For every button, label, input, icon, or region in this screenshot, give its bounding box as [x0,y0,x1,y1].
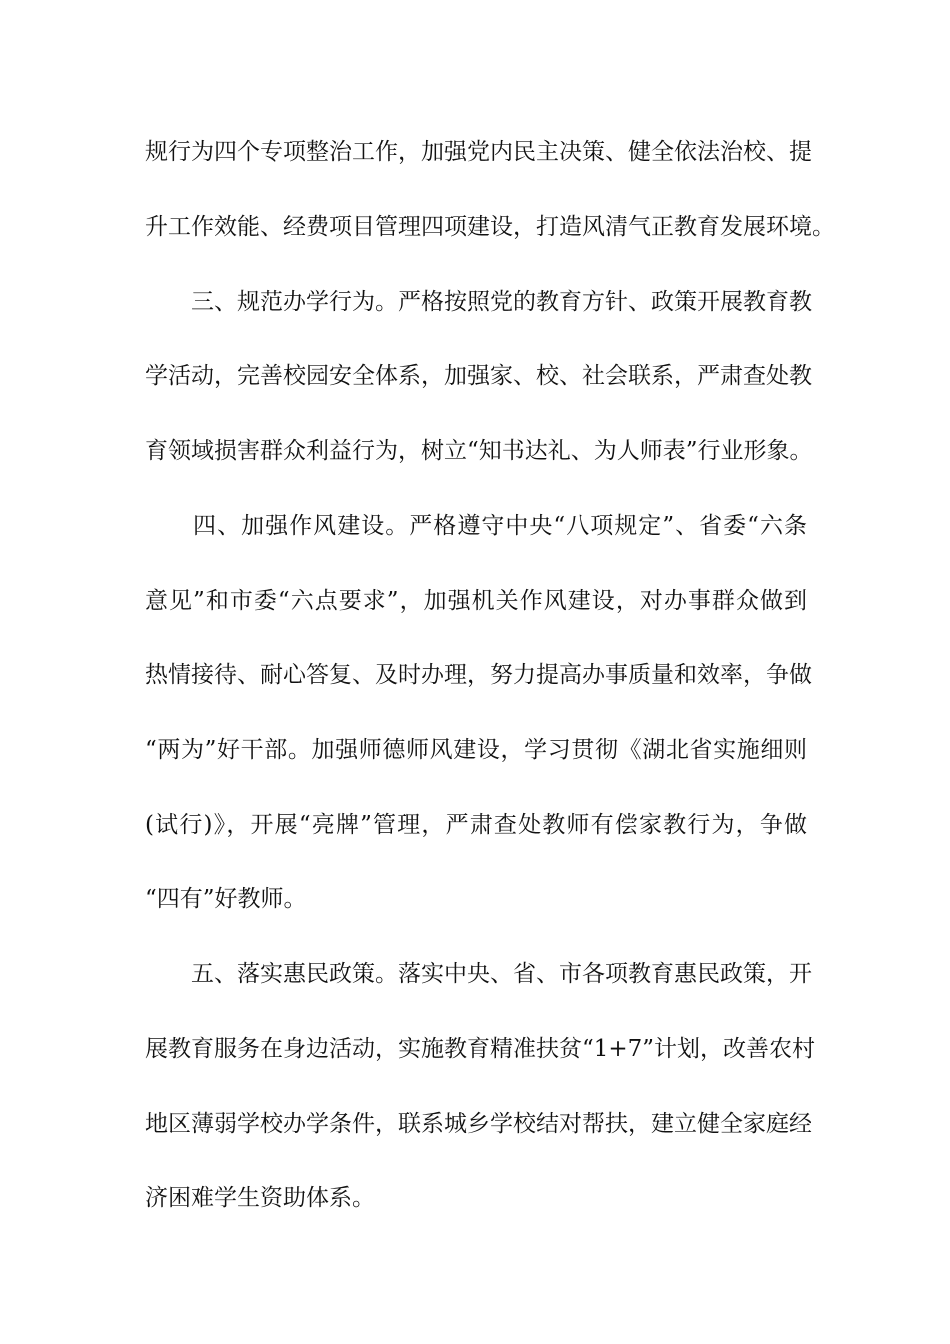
text-line: “四有”好教师。 [145,886,307,912]
text-line: 三、规范办学行为。严格按照党的教育方针、政策开展教育教 [145,289,812,315]
text-line: 四、加强作风建设。严格遵守中央“八项规定”、省委“六条 [145,513,807,539]
text-line: 济困难学生资助体系。 [145,1185,375,1211]
text-line: 育领域损害群众利益行为，树立“知书达礼、为人师表”行业形象。 [145,438,813,464]
text-line: “两为”好干部。加强师德师风建设，学习贯彻《湖北省实施细则 [145,737,807,763]
text-line: 意见”和市委“六点要求”，加强机关作风建设，对办事群众做到 [145,588,807,614]
text-line: (试行)》，开展“亮牌”管理，严肃查处教师有偿家教行为，争做 [145,812,807,838]
text-line: 规行为四个专项整治工作，加强党内民主决策、健全依法治校、提 [145,139,812,165]
text-line: 地区薄弱学校办学条件，联系城乡学校结对帮扶，建立健全家庭经 [145,1111,812,1137]
text-line: 热情接待、耐心答复、及时办理，努力提高办事质量和效率，争做 [145,662,812,688]
text-line: 学活动，完善校园安全体系，加强家、校、社会联系，严肃查处教 [145,363,812,389]
text-line: 五、落实惠民政策。落实中央、省、市各项教育惠民政策，开 [145,961,812,987]
text-line: 展教育服务在身边活动，实施教育精准扶贫“1+7”计划，改善农村 [145,1036,816,1062]
text-line: 升工作效能、经费项目管理四项建设，打造风清气正教育发展环境。 [145,214,835,240]
